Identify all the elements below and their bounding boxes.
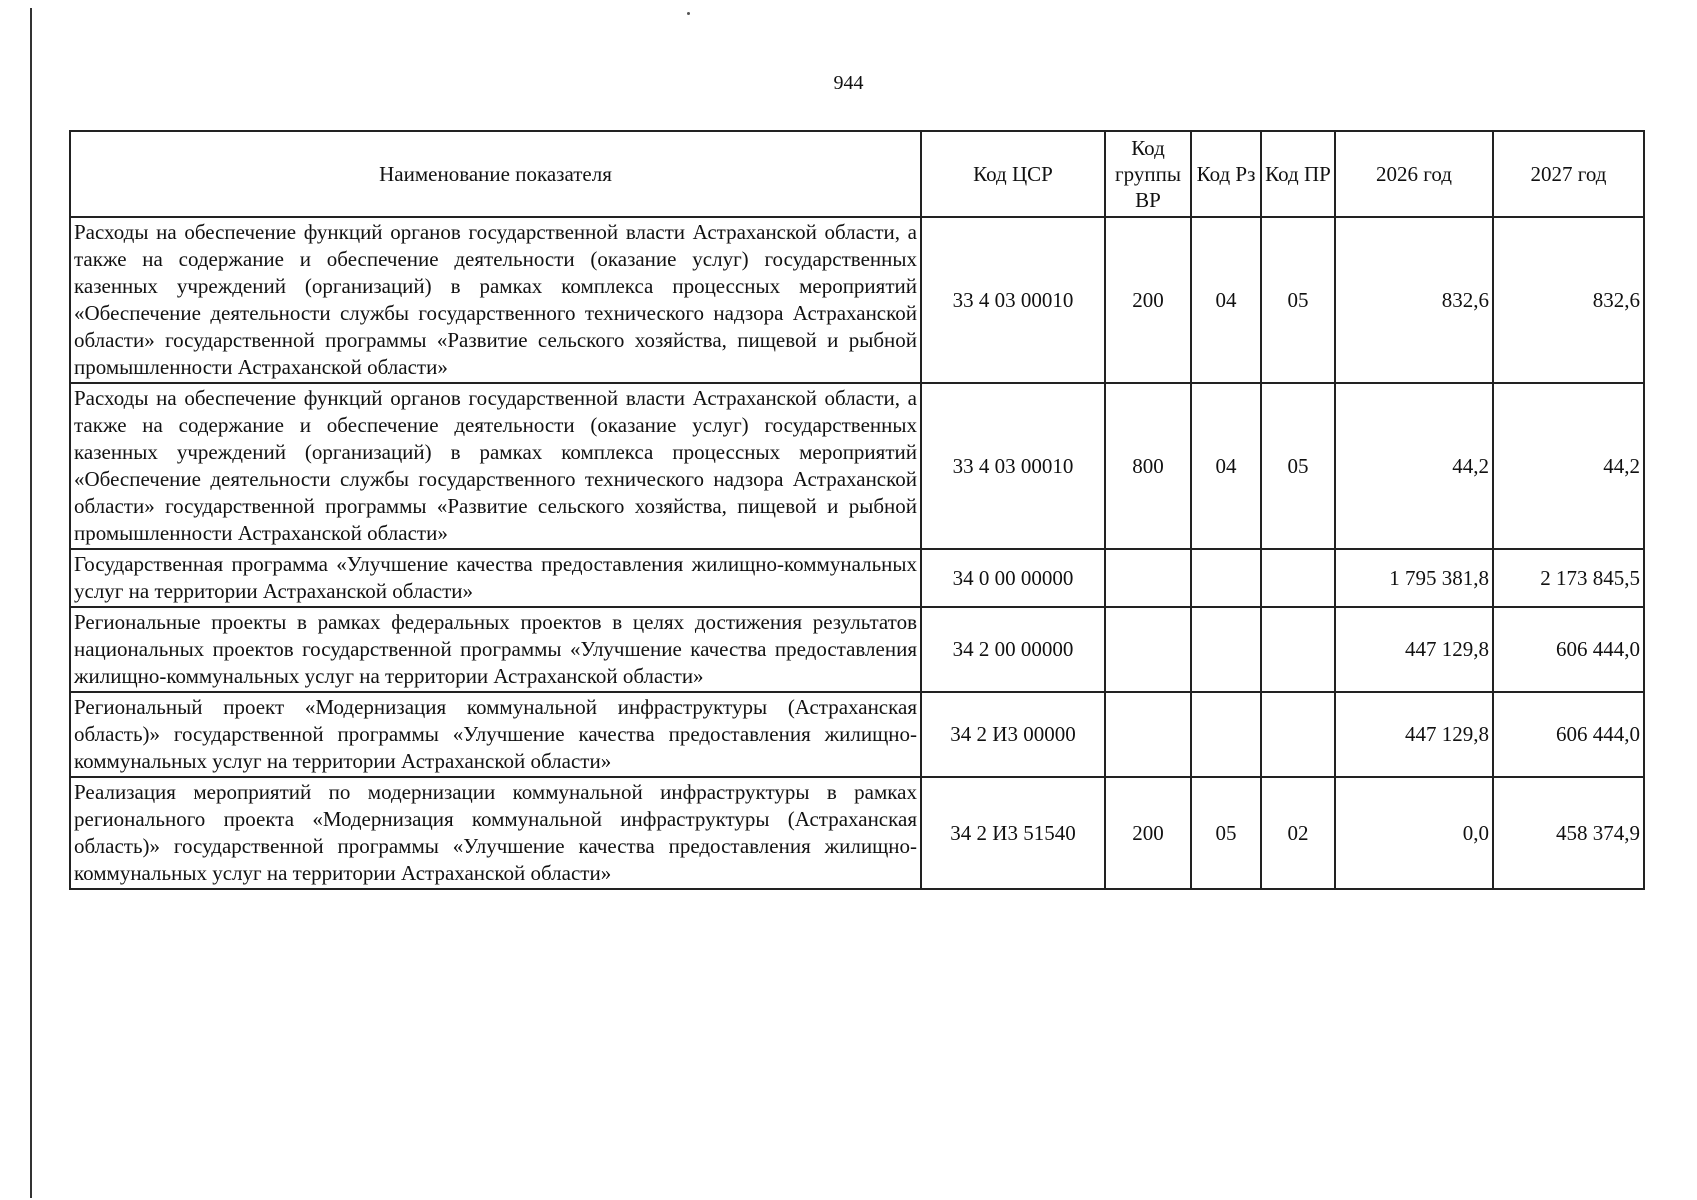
page-number: 944 <box>833 72 864 94</box>
table-row <box>70 692 1644 777</box>
table-row <box>70 217 1644 383</box>
row-vr-code: 200 <box>1105 217 1191 383</box>
row-vr-code <box>1105 607 1191 692</box>
row-csr-code: 34 2 00 00000 <box>921 607 1105 692</box>
header-rz-code: Код Рз <box>1191 131 1261 217</box>
header-year-2027: 2027 год <box>1493 131 1644 217</box>
row-value-2027: 44,2 <box>1493 383 1644 549</box>
row-value-2026: 1 795 381,8 <box>1335 549 1493 607</box>
row-value-2026: 447 129,8 <box>1335 692 1493 777</box>
row-value-2027: 606 444,0 <box>1493 607 1644 692</box>
header-csr-code: Код ЦСР <box>921 131 1105 217</box>
row-name: Расходы на обеспечение функций органов государственной власти Астраханской области, а также на содержание и обеспечение деятельности (оказание услуг) государственных казенных учреждений (организаций) в рамках комплекса процессных мероприятий «Обеспечение деятельности службы государственного технического надзора Астраханской области» государственной программы «Развитие сельского хозяйства, пищевой и рыбной промышленности Астраханской области» <box>70 217 921 383</box>
scan-speck <box>687 12 690 15</box>
header-year-2026: 2026 год <box>1335 131 1493 217</box>
row-vr-code: 800 <box>1105 383 1191 549</box>
row-vr-code <box>1105 692 1191 777</box>
budget-table <box>69 130 1645 890</box>
row-name: Реализация мероприятий по модернизации коммунальной инфраструктуры в рамках регионального проекта «Модернизация коммунальной инфраструктуры (Астраханская область)» государственной программы «Улучшение качества предоставления жилищно-коммунальных услуг на территории Астраханской области» <box>70 777 921 889</box>
table-row <box>70 549 1644 607</box>
binding-line <box>30 8 32 1198</box>
row-value-2027: 606 444,0 <box>1493 692 1644 777</box>
header-name: Наименование показателя <box>70 131 921 217</box>
header-pr-code: Код ПР <box>1261 131 1335 217</box>
table-row <box>70 607 1644 692</box>
row-value-2026: 832,6 <box>1335 217 1493 383</box>
row-value-2027: 2 173 845,5 <box>1493 549 1644 607</box>
row-pr-code: 05 <box>1261 217 1335 383</box>
row-name: Региональные проекты в рамках федеральных проектов в целях достижения результатов национальных проектов государственной программы «Улучшение качества предоставления жилищно-коммунальных услуг на территории Астраханской области» <box>70 607 921 692</box>
row-rz-code <box>1191 692 1261 777</box>
header-vr-code: Код группы ВР <box>1105 131 1191 217</box>
row-pr-code: 05 <box>1261 383 1335 549</box>
row-value-2026: 44,2 <box>1335 383 1493 549</box>
row-vr-code <box>1105 549 1191 607</box>
row-rz-code: 04 <box>1191 217 1261 383</box>
row-rz-code: 05 <box>1191 777 1261 889</box>
row-value-2026: 0,0 <box>1335 777 1493 889</box>
row-pr-code: 02 <box>1261 777 1335 889</box>
row-value-2027: 832,6 <box>1493 217 1644 383</box>
row-name: Региональный проект «Модернизация коммунальной инфраструктуры (Астраханская область)» государственной программы «Улучшение качества предоставления жилищно-коммунальных услуг на территории Астраханской области» <box>70 692 921 777</box>
row-name: Государственная программа «Улучшение качества предоставления жилищно-коммунальных услуг на территории Астраханской области» <box>70 549 921 607</box>
row-rz-code <box>1191 549 1261 607</box>
row-pr-code <box>1261 549 1335 607</box>
row-csr-code: 34 0 00 00000 <box>921 549 1105 607</box>
row-rz-code <box>1191 607 1261 692</box>
row-name: Расходы на обеспечение функций органов государственной власти Астраханской области, а также на содержание и обеспечение деятельности (оказание услуг) государственных казенных учреждений (организаций) в рамках комплекса процессных мероприятий «Обеспечение деятельности службы государственного технического надзора Астраханской области» государственной программы «Развитие сельского хозяйства, пищевой и рыбной промышленности Астраханской области» <box>70 383 921 549</box>
table-header-row <box>70 131 1644 217</box>
row-csr-code: 33 4 03 00010 <box>921 383 1105 549</box>
row-csr-code: 34 2 И3 00000 <box>921 692 1105 777</box>
row-value-2026: 447 129,8 <box>1335 607 1493 692</box>
row-pr-code <box>1261 692 1335 777</box>
table-row <box>70 777 1644 889</box>
row-csr-code: 34 2 И3 51540 <box>921 777 1105 889</box>
row-pr-code <box>1261 607 1335 692</box>
row-vr-code: 200 <box>1105 777 1191 889</box>
row-value-2027: 458 374,9 <box>1493 777 1644 889</box>
row-rz-code: 04 <box>1191 383 1261 549</box>
table-row <box>70 383 1644 549</box>
row-csr-code: 33 4 03 00010 <box>921 217 1105 383</box>
